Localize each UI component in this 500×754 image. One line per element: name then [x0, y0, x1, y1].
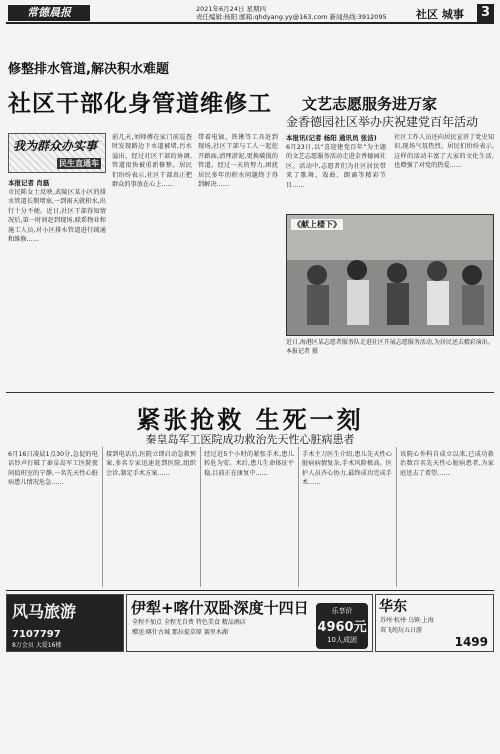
story1-kicker: 修整排水管道,解决积水难题 [8, 62, 169, 77]
column-sub: 民生直通车 [59, 159, 99, 168]
xinjiang-tour-ad[interactable] [126, 594, 373, 652]
column-rule [298, 447, 299, 587]
column-name: 我为群众办实事 [13, 139, 98, 153]
story1-byline: 本报记者 肖磊 [8, 179, 50, 187]
column-rule [200, 447, 201, 587]
story3-col5: 该院心外科自成立以来,已成功救治数百名先天性心脏病患者,为家庭送去了希望…… [400, 451, 494, 477]
story2-col1: 6月23日,以“喜迎建党百年”为主题的文艺志愿服务活动走进金香德园社区。活动中,志愿者们为社区居民带来了歌舞、戏曲、朗诵等精彩节目…… [286, 144, 386, 189]
photo-label: 《献上楼下》 [293, 220, 341, 229]
masthead [6, 4, 494, 24]
section-name: 社区 城事 [416, 8, 464, 21]
huadong-ad-line2: 双飞纯玩五日游 [380, 627, 423, 634]
story3-kicker: 秦皇岛军工医院成功救治先天性心脏病患者 [145, 433, 355, 446]
photo-illustration [287, 215, 493, 335]
column-rule [396, 447, 397, 587]
masthead-info [196, 5, 387, 21]
story1-headline: 社区干部化身管道维修工 [8, 91, 272, 117]
story3-col3: 经过近5个小时的紧张手术,患儿转危为安。术后,患儿生命体征平稳,目前正在康复中…… [204, 451, 294, 477]
huadong-tour-ad[interactable] [375, 594, 494, 652]
photo-caption: 近日,海港区某志愿者服务队走进社区开展志愿服务活动,为居民送去精彩演出。本报记者 摄 [286, 339, 494, 355]
badge-top: 乐享价 [331, 607, 353, 615]
story2-kicker: 文艺志愿服务进万家 [302, 95, 438, 113]
story2-col2: 社区工作人员还向居民宣讲了党史知识,现场气氛热烈。居民们纷纷表示,这样的活动丰富了大家的文化生活,也增强了对党的热爱…… [394, 134, 494, 170]
travel-ad-phone: 7107797 [12, 629, 61, 640]
editor-info: 责任编辑:杨阳 邮箱:qhdyang.yy@163.com 新闻热线:3912095 [196, 13, 387, 21]
huadong-ad-line1: 苏州·杭州·乌镇·上海 [380, 617, 434, 624]
page-number: 3 [477, 4, 494, 22]
story2-byline: 本报讯(记者 杨阳 通讯员 张洁) [286, 134, 377, 142]
price-badge [316, 603, 368, 649]
badge-price: 4960元 [317, 620, 367, 635]
story3-col4: 手术主刀医生介绍,患儿先天性心脏病病情复杂,手术风险极高。医护人员齐心协力,最终成功完成手术…… [302, 451, 392, 487]
badge-bottom: 10人成团 [327, 636, 357, 644]
newspaper-logo: 常德晨报 [8, 5, 90, 21]
story1-col1: 市民陈女士反映,武陵区某小区的排水管道长期堵塞,一到雨天就积水,出行十分不便。近日,社区干部得知情况后,第一时间赶到现场,联系物业和施工人员,对小区排水管道进行疏通和维修…… [8, 189, 106, 244]
story2-photo [286, 214, 494, 336]
issue-date: 2021年6月24日 星期四 [196, 5, 267, 13]
xinjiang-ad-title: 伊犁+喀什双卧深度十四日 [131, 599, 309, 617]
travel-ad-note: 8万会员 大爱16楼 [12, 642, 62, 649]
story1-col3: 带着电镐、铁锹等工具赶到现场,社区干部与工人一起挖开路面,清理淤泥,更换破损的管道。经过一天的努力,困扰居民多年的积水问题终于得到解决…… [198, 134, 278, 189]
story3-headline: 紧张抢救 生死一刻 [136, 406, 364, 434]
story3-col2: 接到电话后,医院立即启动急救预案,多名专家迅速赶到医院,组织会诊,制定手术方案…… [106, 451, 196, 477]
xinjiang-ad-line2: 赠送:喀什古城 那拉提草原 赛里木湖 [132, 629, 228, 636]
section-divider [6, 392, 494, 393]
travel-ad[interactable] [6, 594, 124, 652]
ad-band-divider [6, 590, 494, 591]
xinjiang-ad-line1: 全程不加点 全程无自费 特色美食 精品酒店 [132, 619, 246, 626]
huadong-ad-title: 华东 [379, 599, 407, 615]
huadong-ad-price: 1499 [454, 635, 488, 649]
column-rule [102, 447, 103, 587]
story2-headline: 金香德园社区举办庆祝建党百年活动 [286, 115, 479, 129]
column-logo [8, 133, 106, 173]
travel-ad-title: 风马旅游 [12, 602, 77, 621]
story3-col1: 6月16日凌晨1点30分,急促的电话铃声打破了秦皇岛军工医院夜间值班室的宁静,一名先天性心脏病患儿情况危急…… [8, 451, 98, 487]
story1-col2: 前几天,刘师傅在家门前巡查时发现路边下水道被堵,污水溢出。经过社区干部的协调,管道很快被重新修整。居民们纷纷表示,社区干部真正把群众的事放在心上…… [112, 134, 192, 189]
